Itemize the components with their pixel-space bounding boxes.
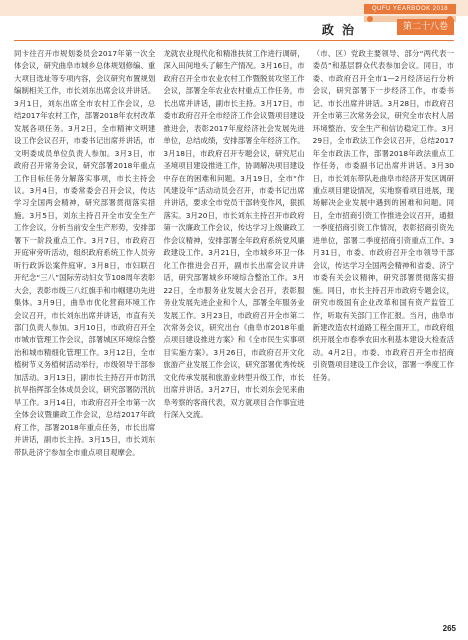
section-header (0, 19, 468, 39)
body-columns (14, 48, 454, 620)
section-part-badge: 第二十八卷 (397, 19, 454, 35)
logo-text: QUFU YEARBOOK 2018 (364, 4, 456, 14)
page-number: 265 (442, 624, 456, 633)
text-column-2: 龙就农业现代化和精准扶贫工作进行调研，深入田间地头了解生产情况。3月16日，市政府召开全市农业农村工作暨脱贫攻坚工作会议，部署全年农业农村重点工作任务，市长出席并讲话，副市长主持。3月17日，市委市政府召开全市经济工作会议暨项目建设推进会，表彰2017年度经济社会发展先进单位，总结成绩，安排部署全年经济工作。3月18日，市政府召开专题会议，研究尼山圣境项目建设推进工作，协调解决项目建设中存在的困难和问题。3月19日，全市“作风建设年”活动动员会召开，市委书记出席并讲话，要求全市党员干部转变作风，狠抓落实。3月20日，市长刘东主持召开市政府第一次廉政工作会议，传达学习上级廉政工作会议精神，安排部署全年政府系统党风廉政建设工作。3月21日，全市城乡环卫一体化工作推进会召开，副市长出席会议并讲话，研究部署城乡环境综合整治工作。3月22日，全市服务业发展大会召开，表彰服务业发展先进企业和个人，部署全年服务业发展工作。3月23日，市政府召开全市第二次常务会议，研究出台《曲阜市2018年重点项目建设推进方案》和《全市民生实事项目实施方案》。3月26日，市政府召开文化旅游产业发展工作会议，研究部署优秀传统文化传承发展和旅游业转型升级工作，市长出席并讲话。3月27日，市长刘东会见来曲阜考察的客商代表，双方就项目合作事宜进行深入交流。 (163, 49, 305, 420)
text-column-3: （市、区）党政主要领导、部分“两代表一委员”和基层群众代表参加会议。同日，市委、市政府召开全市1—2月经济运行分析会议，研究部署下一步经济工作，市委书记、市长出席并讲话。3月28日，市政府召开全市第三次常务会议，研究全市农村人居环境整治、安全生产和信访稳定工作。3月29日，全市政法工作会议召开，总结2017年全市政法工作，部署2018年政法重点工作任务，市委副书记出席并讲话。3月30日，市长刘东带队赴曲阜市经济开发区调研重点项目建设情况，实地察看项目进展，现场解决企业发展中遇到的困难和问题。同日，全市招商引资工作推进会议召开，通报一季度招商引资工作情况，表彰招商引资先进单位，部署二季度招商引资重点工作。3月31日，市委、市政府召开全市领导干部会议，传达学习全国两会精神和省委、济宁市委有关会议精神，研究部署贯彻落实措施。同日，市长主持召开市政府专题会议，研究市级国有企业改革和国有资产监管工作，听取有关部门工作汇报。当月，曲阜市新建改造农村道路工程全面开工，市政府组织开展全市春季农田水利基本建设大检查活动。4月2日，市委、市政府召开全市招商引资暨项目建设工作会议，部署一季度工作任务。 (312, 49, 454, 382)
section-title: 政 治 (321, 23, 356, 37)
text-column-1: 同卡往召开市规划委员会2017年第一次全体会议，研究曲阜市城乡总体规划修编、重大项目选址等专项内容，会议研究布置规划编制相关工作，市长刘东出席会议并讲话。3月1日，刘东出席全市农村工作会议，总结2017年农村工作，部署2018年农村改革发展各项任务。3月2日，全市精神文明建设工作会议召开，市委书记出席并讲话，市文明委成员单位负责人参加。3月3日，市政府召开常务会议，研究部署2018年重点工作目标任务分解落实事项，市长主持会议。3月4日，市委常委会召开会议，传达学习全国两会精神，研究部署贯彻落实措施。3月5日，刘东主持召开全市安全生产工作会议，分析当前安全生产形势，安排部署下一阶段重点工作。3月7日，市政府召开庭审旁听活动，组织政府系统工作人员旁听行政诉讼案件庭审。3月8日，市妇联召开纪念“三八”国际劳动妇女节108周年表彰大会，表彰市级三八红旗手和巾帼建功先进集体。3月9日，曲阜市优化营商环境工作会议召开，市长刘东出席并讲话，市直有关部门负责人参加。3月10日，市政府召开全市城市管理工作会议，部署城区环境综合整治和城市精细化管理工作。3月12日，全市植树节义务植树活动举行，市级领导干部参加活动。3月13日，副市长主持召开市防汛抗旱指挥部全体成员会议，研究部署防汛抗旱工作。3月14日，市政府召开全市第一次全体会议暨廉政工作会议，总结2017年政府工作，部署2018年重点任务，市长出席并讲话，副市长主持。3月15日，市长刘东带队赴济宁参加全市重点项目观摩会。 (14, 49, 156, 457)
header-divider (14, 40, 454, 41)
